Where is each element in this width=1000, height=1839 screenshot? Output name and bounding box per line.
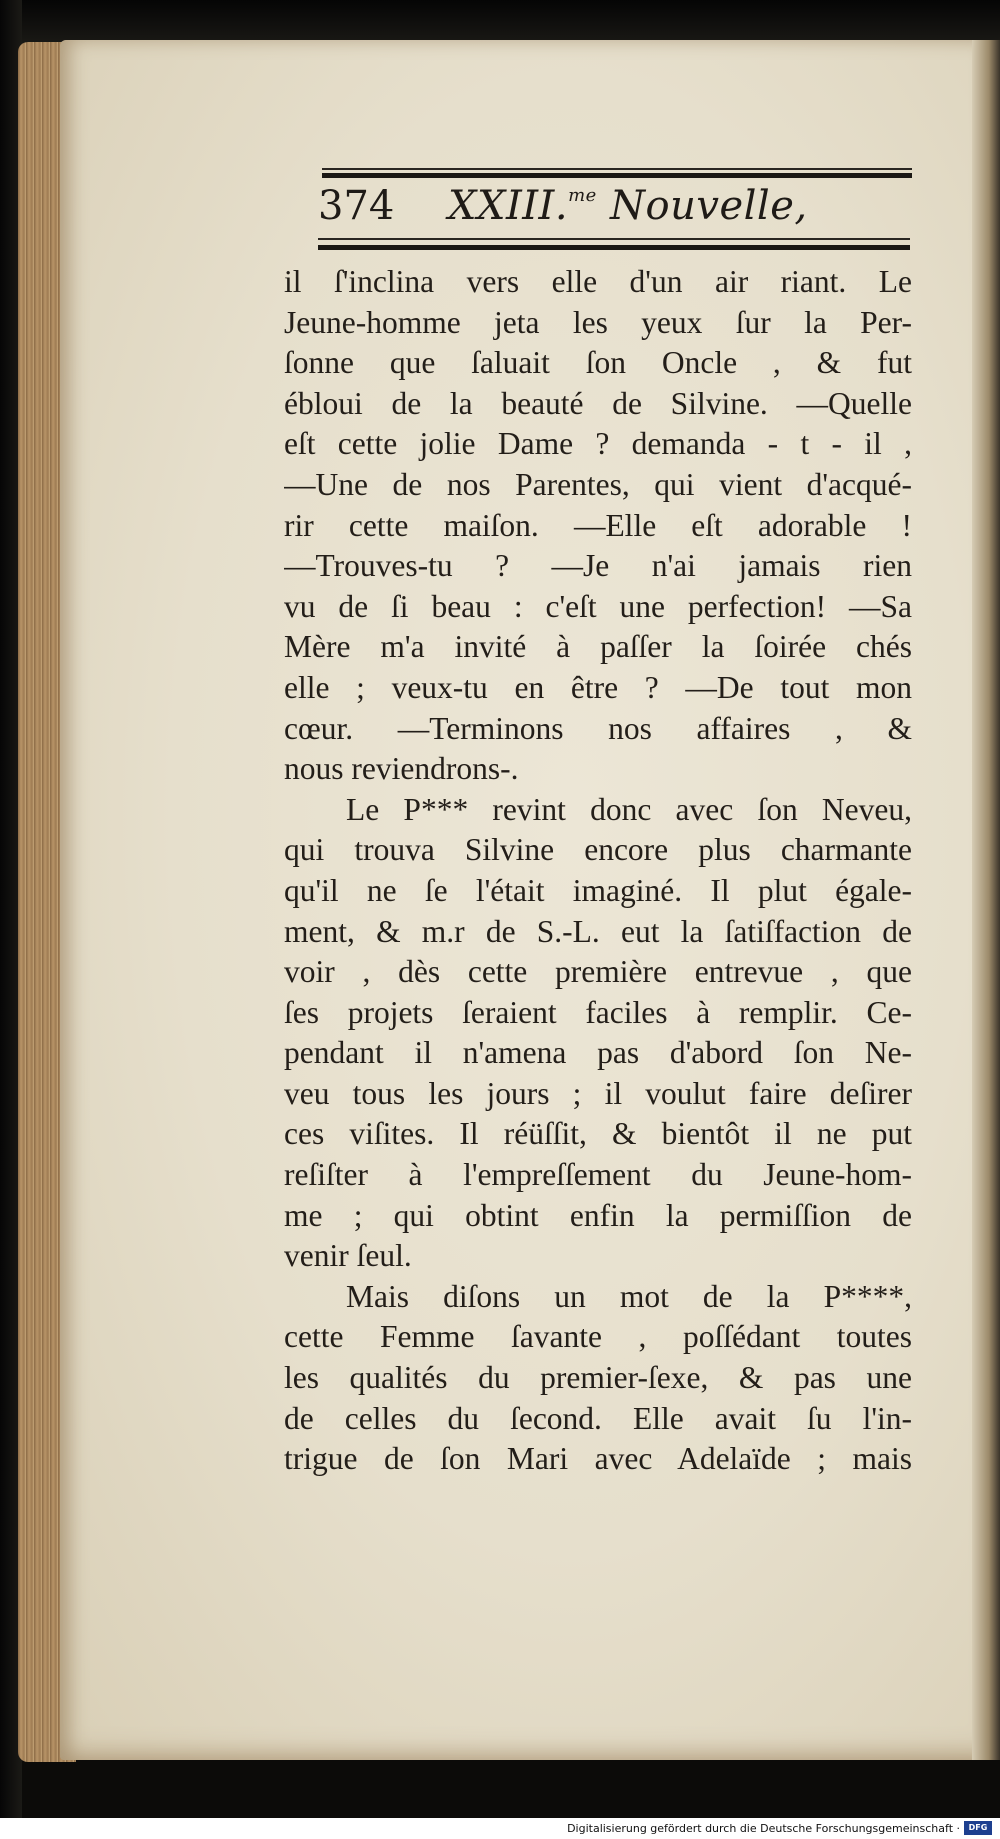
digitization-credit: Digitalisierung gefördert durch die Deutsche Forschungsgemeinschaft · [567,1822,960,1835]
page-gutter-shadow [972,40,1000,1760]
text-line: voir , dès cette première entrevue , que [284,954,912,990]
text-line: me ; qui obtint enfin la permiſſion de [284,1197,912,1233]
header-rule-top [322,173,912,178]
text-line: ſonne que ſaluait ſon Oncle , & fut [284,345,912,381]
text-line: qu'il ne ſe l'était imaginé. Il plut égale- [284,872,912,908]
header-rule-bottom [318,245,910,250]
text-line: cœur. —Terminons nos affaires , & [284,710,912,746]
page-header [318,183,918,243]
text-line: de celles du ſecond. Elle avait ſu l'in- [284,1400,912,1436]
text-line: cette Femme ſavante , poſſédant toutes [284,1319,912,1355]
text-line: —Une de nos Parentes, qui vient d'acqué- [284,466,912,502]
paragraph-start-line: Mais diſons un mot de la P****, [346,1278,912,1314]
header-rule-bottom-thin [318,238,910,240]
paragraph-start-line: Le P*** revint donc avec ſon Neveu, [346,791,912,827]
text-line: pendant il n'amena pas d'abord ſon Ne- [284,1035,912,1071]
text-line: ces viſites. Il réüſſit, & bientôt il ne put [284,1116,912,1152]
text-line: ment, & m.r de S.-L. eut la ſatiſfaction de [284,913,912,949]
text-line: nous reviendrons-. [284,751,519,787]
text-line: veu tous les jours ; il voulut faire deſirer [284,1075,912,1111]
running-head-superscript: me [568,185,597,206]
text-line: eſt cette jolie Dame ? demanda - t - il , [284,426,912,462]
body-text [284,262,912,1480]
running-head-numeral: XXIII. [448,183,569,229]
running-head-title: Nouvelle, [596,183,808,229]
running-head [448,183,808,229]
text-line: rir cette maiſon. —Elle eſt adorable ! [284,507,912,543]
text-line: Jeune-homme jeta les yeux ſur la Per- [284,304,912,340]
page-number: 374 [318,183,395,229]
text-line: ébloui de la beauté de Silvine. —Quelle [284,385,912,421]
text-line: qui trouva Silvine encore plus charmante [284,832,912,868]
scan-background-top [0,0,1000,45]
dfg-logo: DFG [964,1821,992,1835]
header-rule-top-thin [322,168,912,170]
text-line: trigue de ſon Mari avec Adelaïde ; mais [284,1441,912,1477]
text-line: ſes projets ſeraient faciles à remplir. Ce- [284,994,912,1030]
text-line: —Trouves-tu ? —Je n'ai jamais rien [284,548,912,584]
text-line: venir ſeul. [284,1238,412,1274]
text-line: vu de ſi beau : c'eſt une perfection! —Sa [284,588,912,624]
text-line: il ſ'inclina vers elle d'un air riant. Le [284,264,912,299]
text-line: elle ; veux-tu en être ? —De tout mon [284,669,912,705]
text-line: Mère m'a invité à paſſer la ſoirée chés [284,629,912,665]
text-line: les qualités du premier-ſexe, & pas une [284,1360,912,1396]
text-line: reſiſter à l'empreſſement du Jeune-hom- [284,1157,912,1193]
